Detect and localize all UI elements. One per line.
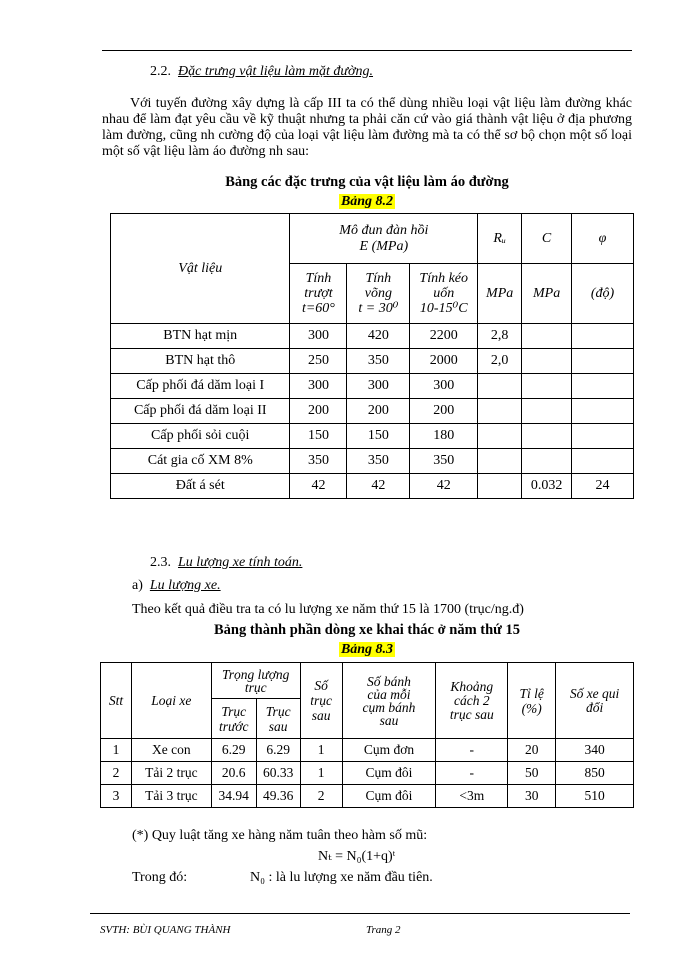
- growth-formula: Nₜ = N₀(1+q)ᵗ: [318, 849, 396, 864]
- section-heading-2-2: 2.2. Đặc trưng vật liệu làm mặt đường.: [150, 64, 374, 79]
- header-stt: Stt: [101, 663, 132, 739]
- footer-author: SVTH: BÙI QUANG THÀNH: [100, 924, 231, 936]
- header-shear: Tính trượt t=60°: [290, 264, 347, 324]
- header-modulus: Mô đun đàn hồi E (MPa): [290, 214, 478, 264]
- table-8-2: [110, 213, 634, 499]
- paragraph-2-3: Theo kết quả điều tra ta có lu lượng xe năm thứ 15 là 1700 (trục/ng.đ): [132, 602, 524, 617]
- header-rule: [102, 50, 632, 51]
- table-row: Cấp phối sỏi cuội 150 150 180: [111, 424, 634, 449]
- table-row: Cát gia cố XM 8% 350 350 350: [111, 449, 634, 474]
- table-row: 2 Tải 2 trục 20.6 60.33 1 Cụm đôi - 50 850: [101, 762, 634, 785]
- table-8-2-label: Bảng 8.2: [340, 194, 394, 209]
- table-row: BTN hạt thô 250 350 2000 2,0: [111, 349, 634, 374]
- header-rear-axle: Trục sau: [256, 699, 300, 739]
- header-ratio: Tỉ lệ (%): [508, 663, 556, 739]
- header-converted: Số xe qui đổi: [556, 663, 634, 739]
- footer-rule: [90, 913, 630, 914]
- where-text: N₀ : là lu lượng xe năm đầu tiên.: [250, 870, 433, 885]
- table-8-3-label: Bảng 8.3: [340, 642, 394, 657]
- header-front-axle: Trục trước: [211, 699, 256, 739]
- header-rear-axles: Số trục sau: [300, 663, 342, 739]
- header-vehicle-type: Loại xe: [131, 663, 211, 739]
- subheading-a: a) Lu lượng xe.: [132, 578, 221, 593]
- table-row: BTN hạt mịn 300 420 2200 2,8: [111, 324, 634, 349]
- header-axle-distance: Khoảng cách 2 trục sau: [436, 663, 508, 739]
- where-label: Trong đó:: [132, 870, 188, 885]
- table-row: Cấp phối đá dăm loại II 200 200 200: [111, 399, 634, 424]
- growth-note: (*) Quy luật tăng xe hàng năm tuân theo hàm số mũ:: [132, 828, 428, 843]
- section-heading-2-3: 2.3. Lu lượng xe tính toán.: [150, 555, 303, 570]
- table-row: Cấp phối đá dăm loại I 300 300 300: [111, 374, 634, 399]
- unit-ru: MPa: [478, 264, 522, 324]
- header-ru: Rᵤ: [478, 214, 522, 264]
- table-row: 3 Tải 3 trục 34.94 49.36 2 Cụm đôi <3m 30 510: [101, 785, 634, 808]
- header-c: C: [522, 214, 572, 264]
- paragraph-2-2: Với tuyến đường xây dựng là cấp III ta có thể dùng nhiều loại vật liệu làm đường khác nhau để làm đạt yêu cầu về kỹ thuật nhưng ta phải căn cứ vào giá thành vật liệu ở địa phương làm đường, cũng nh cường độ của loại vật liệu làm đường mà ta có thể sơ bộ chọn một số loại một số vật liệu làm áo đường nh sau:: [102, 96, 632, 159]
- header-axle-weight: Trọng lượng trục: [211, 663, 300, 699]
- header-tension: Tính kéo uốn 10-15⁰C: [410, 264, 478, 324]
- table-8-3-caption: Bảng thành phần dòng xe khai thác ở năm thứ 15: [213, 622, 520, 638]
- header-deflection: Tính võng t = 30⁰: [347, 264, 410, 324]
- table-8-3: [100, 662, 634, 808]
- table-8-2-caption: Bảng các đặc trưng của vật liệu làm áo đường: [225, 174, 509, 190]
- header-phi: φ: [572, 214, 634, 264]
- header-wheels: Số bánh của mỗi cụm bánh sau: [342, 663, 436, 739]
- unit-phi: (độ): [572, 264, 634, 324]
- footer-page-number: Trang 2: [366, 924, 401, 936]
- unit-c: MPa: [522, 264, 572, 324]
- header-material: Vật liệu: [111, 214, 290, 324]
- table-row: 1 Xe con 6.29 6.29 1 Cụm đơn - 20 340: [101, 739, 634, 762]
- table-row: Đất á sét 42 42 42 0.032 24: [111, 474, 634, 499]
